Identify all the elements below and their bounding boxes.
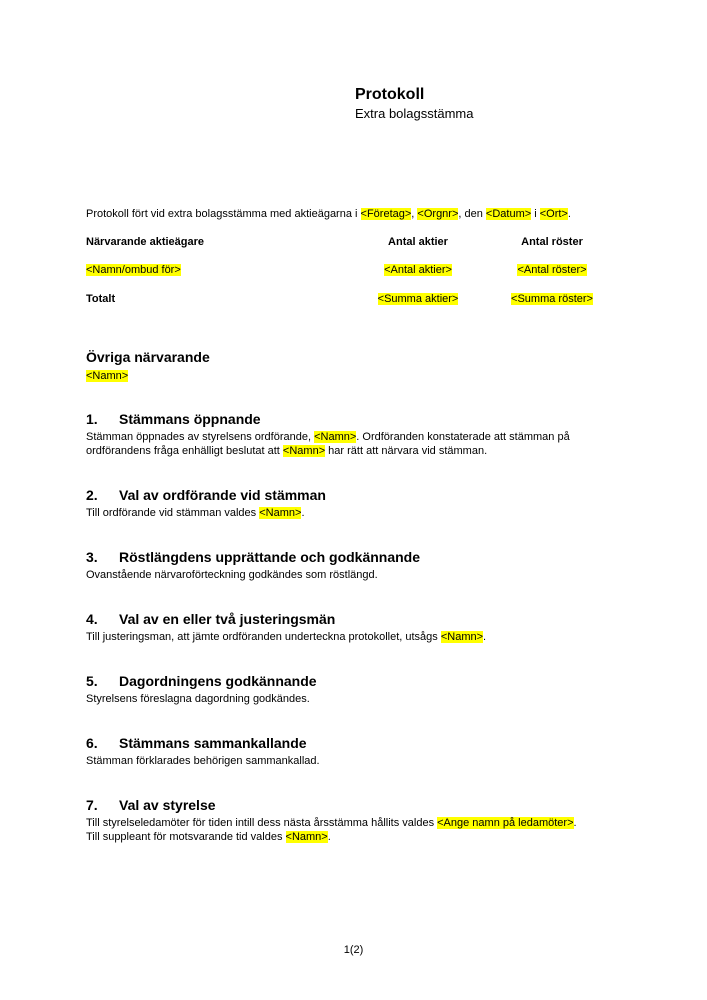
section-title: Dagordningens godkännande	[119, 673, 317, 689]
section-heading	[86, 610, 646, 629]
section-number: 1.	[86, 411, 98, 427]
intro-sep: i	[531, 208, 540, 220]
others-heading: Övriga närvarande	[86, 349, 210, 365]
company-placeholder: <Företag>	[360, 208, 412, 220]
section-body	[86, 816, 646, 844]
section-heading	[86, 548, 646, 567]
text-segment: Till ordförande vid stämman valdes	[86, 507, 260, 519]
section-line	[86, 430, 646, 444]
section-heading	[86, 486, 646, 505]
section-line	[86, 444, 646, 458]
section-line: Styrelsens föreslagna dagordning godkändes.	[86, 693, 310, 705]
orgnr-placeholder: <Orgnr>	[417, 208, 459, 220]
section-line	[86, 816, 646, 830]
others-name-placeholder: <Namn>	[86, 370, 129, 382]
section-body	[86, 754, 646, 768]
name-placeholder: <Namn>	[440, 631, 484, 643]
text-segment: Till justeringsman, att jämte ordföranden underteckna protokollet, utsågs	[86, 631, 441, 643]
section-6	[86, 734, 646, 768]
col-header-shares: Antal aktier	[388, 236, 448, 248]
section-2	[86, 486, 646, 520]
total-shares-cell	[359, 293, 477, 305]
text-segment: .	[327, 831, 331, 843]
section-heading	[86, 410, 646, 429]
intro-sep: ,	[411, 208, 418, 220]
intro-suffix: .	[567, 208, 571, 220]
date-placeholder: <Datum>	[485, 208, 532, 220]
place-placeholder: <Ort>	[539, 208, 568, 220]
total-label: Totalt	[86, 293, 116, 305]
section-number: 7.	[86, 797, 98, 813]
name-placeholder: <Namn>	[259, 507, 302, 519]
section-body	[86, 692, 646, 706]
text-segment: har rätt att närvara vid stämman.	[325, 445, 488, 457]
section-number: 6.	[86, 735, 98, 751]
shares-placeholder: <Antal aktier>	[384, 264, 452, 276]
page-number: 1(2)	[343, 944, 364, 956]
section-1	[86, 410, 646, 458]
section-body	[86, 568, 646, 582]
text-segment: ordförandens fråga enhälligt beslutat att	[86, 445, 283, 457]
section-body	[86, 506, 646, 520]
text-segment: .	[301, 507, 305, 519]
section-line	[86, 830, 646, 844]
document-title: Protokoll	[355, 86, 425, 103]
section-title: Stämmans sammankallande	[119, 735, 307, 751]
text-segment: .	[573, 817, 577, 829]
total-votes-placeholder: <Summa röster>	[511, 293, 593, 305]
section-line: Stämman förklarades behörigen sammankallad.	[86, 755, 320, 767]
name-placeholder: <Namn>	[282, 445, 326, 457]
intro-paragraph	[86, 208, 571, 220]
section-line	[86, 506, 646, 520]
section-heading	[86, 734, 646, 753]
section-heading	[86, 672, 646, 691]
section-5	[86, 672, 646, 706]
intro-prefix: Protokoll fört vid extra bolagsstämma med aktieägarna i	[86, 208, 361, 220]
total-votes-cell	[493, 293, 611, 305]
section-body	[86, 630, 646, 644]
section-number: 5.	[86, 673, 98, 689]
section-line: Ovanstående närvaroförteckning godkändes som röstlängd.	[86, 569, 378, 581]
section-number: 2.	[86, 487, 98, 503]
shares-cell	[359, 264, 477, 276]
section-7	[86, 796, 646, 844]
others-name	[86, 370, 128, 382]
votes-placeholder: <Antal röster>	[517, 264, 587, 276]
text-segment: Till styrelseledamöter för tiden intill dess nästa årsstämma hållits valdes	[86, 817, 438, 829]
section-title: Stämmans öppnande	[119, 411, 261, 427]
section-heading	[86, 796, 646, 815]
votes-cell	[493, 264, 611, 276]
section-line	[86, 630, 646, 644]
col-header-shareholder: Närvarande aktieägare	[86, 236, 205, 248]
shareholder-placeholder: <Namn/ombud för>	[86, 264, 181, 276]
text-segment: . Ordföranden konstaterade att stämman på	[356, 431, 570, 443]
name-placeholder: <Namn>	[285, 831, 328, 843]
section-body	[86, 430, 646, 458]
section-3	[86, 548, 646, 582]
section-title: Val av en eller två justeringsmän	[119, 611, 336, 627]
section-number: 3.	[86, 549, 98, 565]
col-header-votes: Antal röster	[521, 236, 583, 248]
text-segment: Stämman öppnades av styrelsens ordförande,	[86, 431, 315, 443]
section-title: Röstlängdens upprättande och godkännande	[119, 549, 421, 565]
text-segment: Till suppleant för motsvarande tid valdes	[86, 831, 286, 843]
document-subtitle: Extra bolagsstämma	[355, 106, 474, 121]
shareholder-cell	[86, 264, 181, 276]
total-shares-placeholder: <Summa aktier>	[377, 293, 459, 305]
text-segment: .	[483, 631, 487, 643]
section-title: Val av styrelse	[119, 797, 216, 813]
section-4	[86, 610, 646, 644]
intro-sep: , den	[458, 208, 486, 220]
members-placeholder: <Ange namn på ledamöter>	[437, 817, 574, 829]
section-title: Val av ordförande vid stämman	[119, 487, 326, 503]
section-number: 4.	[86, 611, 98, 627]
name-placeholder: <Namn>	[314, 431, 357, 443]
